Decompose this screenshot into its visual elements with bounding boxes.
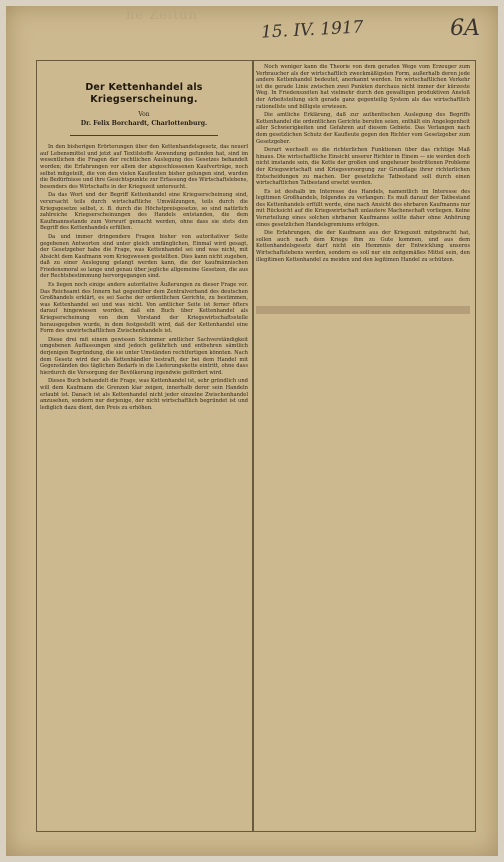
paragraph: Da und immer dringendere Fragen bisher von autoritativer Seite gegebenen Antworten sind unter gleich umfänglichen, Einmal wird gesagt, der Gesetzgeber habe die Frage, was Kettenhandel sei und was nicht, mit Absicht dem Kaufmann vom Kriegswesen gestellten. Dies kann nicht zugeben, daß zu einer Auslegung gelangt werden kann, die der kaufmännischen Friedensmoral so lange und genau über jegliche allgemeine Gesetzen, die aus der Rechtsbestimmung hervorgegangen sind. (40, 233, 248, 280)
paragraph: Da das Wort und der Begriff Kettenhandel eine Kriegserscheinung sind, verursacht teils durch wirtschaftliche Umwälzungen, teils durch die Kriegsgesetze selbst, z. B. durch die Höchstpreisgesetze, so sind natürlich zahlreiche Kriegserscheinungen des Handels entstanden, die dem Kaufmannsstande zum Vorwurf gemacht werden, ohne dass sie stets den Begriff des Kettenhandels erfüllen. (40, 192, 248, 232)
paragraph: In den bisherigen Erörterungen über den Kettenhandelsgesetz, das neuerl auf Lebensmittel und jetzt auf Textilstoffe Anwendung gefunden hat, sind im wesentlichen die Fragen der rechtlichen Auslegung des Gesetzes behandelt worden; die Erfahrungen vor allem der abgeschlossenen Kaufverträge, noch selbst mitgeteilt, die von den vielen Kaufleuten bisher gelungen sind, wurden die Bedürfnisse und ihre Gesichtspunkte zur Erfassung des Wirtschaftslebens, besonders des Wirtschafts in der Kriegszeit untersucht. (40, 144, 248, 190)
paragraph: Dieses Buch behandelt die Frage, was Kettenhandel ist, sehr gründlich und will dem Kaufmann die Grenzen klar zeigen, innerhalb derer sein Handeln erlaubt ist. Danach ist als Kettenhandel nicht jeder einzelne Zwischenhandel anzusehen, sondern nur derjenige, der nicht wirtschaftlich begründet ist und lediglich dazu dient, den Preis zu erhöhen. (40, 378, 248, 411)
paragraph: Noch weniger kann die Theorie von dem geraden Wege vom Erzeuger zum Verbraucher als der wirtschaftlich zweckmäßigsten Form, außerhalb deren jede andere Kettenhandel bedeutet, anerkannt werden. Im wirtschaftlichen Verkehr ist die gerade Linie zwischen zwei Punkten durchaus nicht immer der kürzeste Weg. In Friedenszeiten hat vielmehr durch den gewaltigen produktiven Anstoß der Arbeitsteilung sich gerade ganz gegenteilig System als das wirtschaftlich rationellste und billigste erwiesen. (256, 64, 470, 110)
masthead-fragment: he Zeitun (126, 8, 199, 23)
byline-von: Von (138, 111, 150, 118)
column-divider (252, 64, 253, 809)
handwritten-date: 15. IV. 1917 (260, 17, 364, 43)
paragraph: Es liegen noch einige andere autoritative Äußerungen zu dieser Frage vor. Das Reichsamt des Innern hat gegenüber dem Zentralverband des deutschen Großhandels erklärt, es sei Sache der ordentlichen Gerichte, zu bestimmen, was Kettenhandel sei und was nicht. Von amtlicher Seite ist ferner öfters darauf hingewiesen worden, daß ein Buch über Kettenhandel als Kriegserscheinung von dem Vorstand der Kriegswirtschaftsstelle herausgegeben wurde, in dem festgestellt wird, daß der Kettenhandel eine Form des unwirtschaftlichen Zwischenhandels ist. (40, 282, 248, 335)
author-byline: Dr. Felix Borchardt, Charlottenburg. (80, 119, 208, 127)
paragraph: Die Erfahrungen, die der Kaufmann aus der Kriegszeit mitgebracht hat, sollen auch nach dem Kriege ihm zu Gute kommen, und aus dem Kettenhandelsgesetz darf nicht ein Hemmnis der Entwicklung unseres Wirtschaftslebens werden, sondern es soll nur ein zeitgemäßes Mittel sein, den illegitimen Kettenhandel zu meiden und den legitimen Handel zu schützen. (256, 230, 470, 263)
paragraph: Die amtliche Erklärung, daß zur authentischen Auslegung des Begriffs Kettenhandel die ordentlichen Gerichte berufen seien, enthält ein Angelegenheit aller Schwierigkeiten und Gefahren auf diesem Gebiete. Das Verlangen nach dem gesetzlichen Schutz der Kaufleute gegen den Richter vom Gesetzgeber zum Gesetzgeber. (256, 112, 470, 145)
paragraph: Es ist deshalb im Interesse des Handels, namentlich im Interesse des legitimen Großhandels, folgendes zu verlangen: Es muß darauf der Tatbestand des Kettenhandels erfüllt werde, eine nach Ansicht des ehrbaren Kaufmanns nur mit Rücksicht auf die Kriegswirtschaft unlautere Machenschaft vorliegen. Keine Verurteilung eines solchen ehrbaren Kaufmanns sollte daher ohne Anhörung eines gesetzlichen Handelsgremiums erfolgen. (256, 188, 470, 228)
title-rule (70, 135, 218, 136)
paragraph: Diese drei mit einem gewissen Schimmer amtlicher Sachverständigkeit umgebenen Auffassungen sind jedoch gefährlich und entbehren sämtlich derjenigen Begründung, die sie unter Umständen rechtfertigen könnten. Nach dem Gesetz wird der als Kettenhändler bestraft, der bei dem Handel mit Gegenständen des täglichen Bedarfs in die Lieferungskette eintritt, ohne dass hierdurch die Versorgung der Bevölkerung irgendwie gefördert wird. (40, 336, 248, 376)
right-column (256, 64, 470, 802)
paragraph: Derart wechselt es die richterlichen Funktionen über das richtige Maß hinaus. Die wirtschaftliche Einsicht unserer Richter in Einem — sie werden doch nicht imstande sein, die Kette der großen und ungeheuer bestrittenen Probleme der Kriegswirtschaft und Kriegsversorgung zur Grundlage ihrer richterlichen Entscheidungen zu machen. Der gesetzliche Tatbestand soll durch einen wirtschaftlichen Tatbestand ersetzt werden. (256, 147, 470, 187)
handwritten-page-number: 6A (450, 16, 480, 41)
article-title: Der Kettenhandel als Kriegserscheinung. (85, 82, 203, 105)
left-column (40, 64, 248, 802)
